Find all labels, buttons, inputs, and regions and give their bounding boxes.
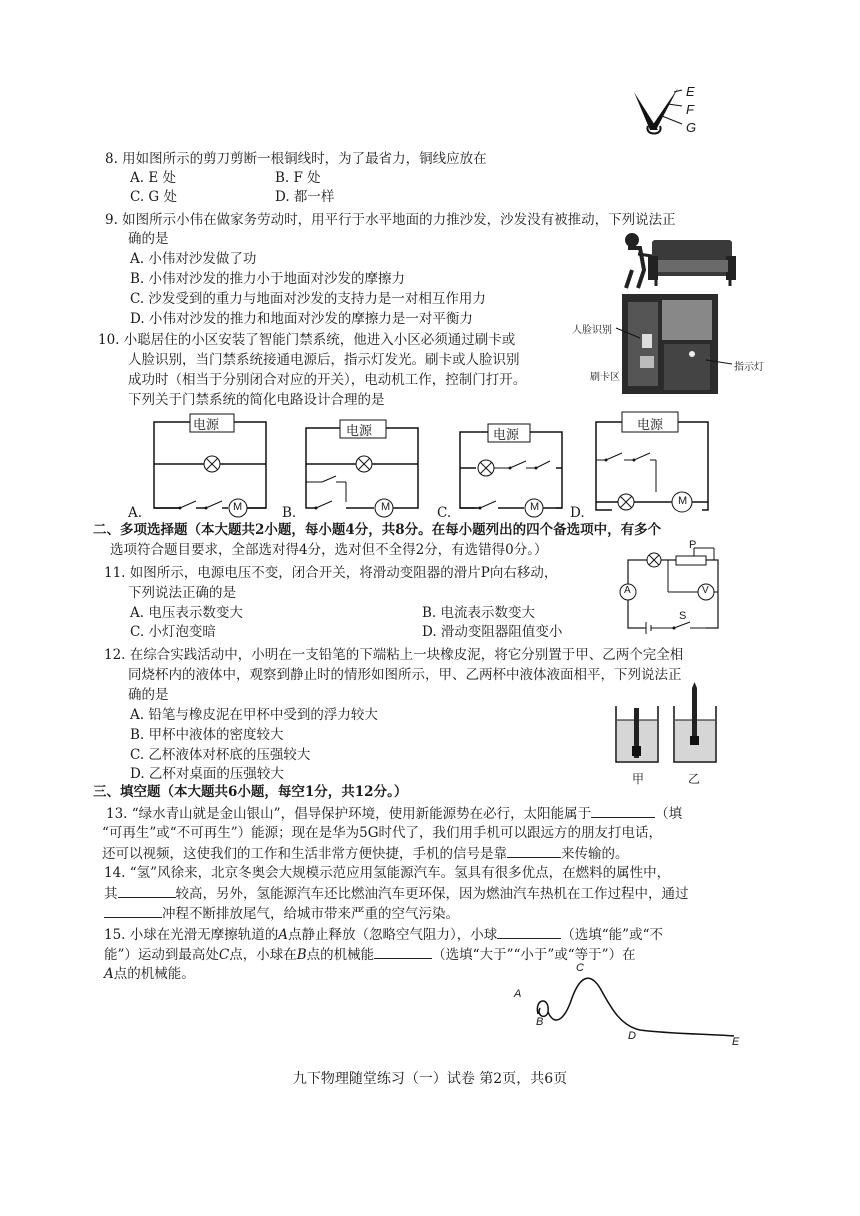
q15-line-1: [104, 925, 663, 944]
beaker-label-yi: 乙: [688, 772, 701, 786]
q15-text-8: 点的机械能。: [113, 966, 195, 982]
circuit-d-motor-label: M: [678, 495, 688, 507]
q12-line-3: 确的是: [128, 687, 169, 703]
indicator-light-label: 指示灯: [734, 362, 764, 373]
beaker-label-jia: 甲: [632, 772, 645, 786]
q13-line-2: “可再生”或“不可再生”）能源；现在是华为5G时代了，我们用手机可以跟远方的朋友打电话，: [102, 825, 662, 841]
q13-blank-1[interactable]: [591, 804, 655, 818]
q15-line-2: [104, 945, 636, 964]
q13-line-1: [106, 804, 682, 823]
face-label-pointer: [616, 328, 642, 340]
q9-option-b: B. 小伟对沙发的推力小于地面对沙发的摩擦力: [130, 271, 406, 287]
section-2-heading-2: 选项符合题目要求，全部选对得4分，选对但不全得2分，有选错得0分。）: [110, 542, 548, 558]
q11-label-switch: S: [679, 610, 687, 622]
scissors-figure: [630, 80, 690, 140]
circuit-d-power-label: 电源: [637, 417, 664, 432]
q15-text-3: （选填“能”或“不: [561, 927, 663, 943]
q13-line-1-tail: （填: [655, 806, 683, 822]
q8-option-a: A. E 处: [130, 170, 176, 186]
q10-line-1: 10. 小聪居住的小区安装了智能门禁系统，他进入小区必须通过刷卡或: [98, 332, 516, 348]
beakers-figure: [612, 686, 722, 766]
q14-line-3: [104, 904, 459, 923]
q15-text-6: 点的机械能: [306, 947, 375, 963]
face-recognition-label: 人脸识别: [572, 325, 612, 336]
q11-stem-1: 11. 如图所示，电源电压不变，闭合开关，将滑动变阻器的滑片P向右移动，: [104, 565, 558, 581]
q12-option-c: C. 乙杯液体对杯底的压强较大: [130, 747, 311, 763]
q11-stem-2: 下列说法正确的是: [128, 585, 236, 601]
track-label-a: A: [514, 988, 522, 1000]
q15-text-5: 点，小球在: [229, 947, 297, 963]
circuit-option-c: C.: [437, 505, 452, 521]
q14-line-2-text: 其: [104, 886, 118, 902]
q8-stem: 8. 用如图所示的剪刀剪断一根铜线时，为了最省力，铜线应放在: [105, 151, 487, 167]
scissors-label-e: E: [686, 84, 695, 99]
q13-line-3: [102, 844, 629, 863]
circuit-b-motor-label: M: [381, 501, 391, 513]
circuit-option-a: A.: [128, 505, 143, 521]
circuit-a-power-label: 电源: [193, 417, 220, 432]
q11-option-a: A. 电压表示数变大: [130, 605, 243, 621]
q15-line-3: [104, 965, 195, 983]
q8-option-d: D. 都一样: [275, 189, 335, 205]
q8-option-c: C. G 处: [130, 189, 178, 205]
q14-line-2-tail: 较高，另外，氢能源汽车还比燃油汽车更环保，因为燃油汽车热机在工作过程中，通过: [175, 886, 689, 902]
q14-line-2: [104, 884, 689, 903]
scissors-label-g: G: [686, 120, 697, 135]
q14-line-3-text: 冲程不断排放尾气，给城市带来严重的空气污染。: [162, 906, 459, 922]
q12-line-1: 12. 在综合实践活动中，小明在一支铅笔的下端粘上一块橡皮泥，将它分别置于甲、乙两个完全相: [104, 647, 684, 663]
circuit-b-power-label: 电源: [346, 423, 373, 438]
q11-option-d: D. 滑动变阻器阻值变小: [422, 624, 563, 640]
circuit-option-d: D.: [570, 505, 585, 521]
q15-text-7: （选填“大于”“小于”或“等于”）在: [432, 947, 636, 963]
q11-label-ammeter: A: [624, 585, 631, 596]
circuit-c-power-label: 电源: [493, 427, 520, 442]
card-area-label: 刷卡区: [590, 372, 620, 383]
q13-line-3-text: 还可以视频，这使我们的工作和生活非常方便快捷，手机的信号是靠: [102, 846, 507, 862]
q15-blank-2[interactable]: [374, 945, 432, 959]
indicator-label-pointer: [706, 356, 734, 366]
track-label-e: E: [732, 1036, 740, 1048]
q15-point-c: C: [218, 947, 230, 963]
q13-line-3-tail: 来传输的。: [561, 846, 629, 862]
q13-line-1-text: 13. “绿水青山就是金山银山”，倡导保护环境，使用新能源势在必行，太阳能属于: [106, 806, 592, 822]
q15-point-b: B: [296, 947, 307, 963]
track-label-d: D: [628, 1030, 636, 1042]
circuit-c-motor-label: M: [530, 501, 540, 513]
q11-label-voltmeter: V: [702, 585, 709, 596]
track-label-c: C: [576, 962, 584, 974]
q9-option-a: A. 小伟对沙发做了功: [130, 251, 257, 267]
circuit-option-b: B.: [282, 505, 297, 521]
q13-blank-2[interactable]: [507, 844, 561, 858]
q15-blank-1[interactable]: [497, 925, 561, 939]
q15-text-2: 点静止释放（忽略空气阻力），小球: [288, 927, 498, 943]
circuit-a-motor-label: M: [233, 501, 243, 513]
sofa-pushing-illustration: [618, 230, 738, 290]
q9-option-c: C. 沙发受到的重力与地面对沙发的支持力是一对相互作用力: [130, 291, 486, 307]
q15-text-4: 能”）运动到最高处: [104, 947, 219, 963]
q14-blank-2[interactable]: [104, 904, 162, 918]
q11-label-p: P: [689, 539, 697, 551]
q11-circuit-diagram: [618, 546, 728, 636]
q9-option-d: D. 小伟对沙发的推力和地面对沙发的摩擦力是一对平衡力: [130, 311, 473, 327]
q11-option-b: B. 电流表示数变大: [422, 605, 536, 621]
track-label-b: B: [536, 1016, 544, 1028]
q12-option-b: B. 甲杯中液体的密度较大: [130, 727, 284, 743]
page-footer: 九下物理随堂练习（一）试卷 第2页，共6页: [292, 1071, 568, 1087]
q15-point-a: A: [278, 927, 289, 943]
section-2-heading: 二、多项选择题（本大题共2小题，每小题4分，共8分。在每小题列出的四个备选项中，有多个: [93, 522, 662, 538]
q12-option-a: A. 铅笔与橡皮泥在甲杯中受到的浮力较大: [130, 707, 378, 723]
q14-line-1: 14. “氢”风徐来，北京冬奥会大规模示范应用氢能源汽车。氢具有很多优点，在燃料的属性中，: [104, 865, 671, 881]
q12-line-2: 同烧杯内的液体中，观察到静止时的情形如图所示，甲、乙两杯中液体液面相平，下列说法正: [128, 667, 682, 683]
q10-line-2: 人脸识别，当门禁系统接通电源后，指示灯发光。刷卡或人脸识别: [128, 352, 520, 368]
scissors-label-f: F: [686, 102, 694, 117]
q15-text-1: 15. 小球在光滑无摩擦轨道的: [104, 927, 279, 943]
q8-option-b: B. F 处: [275, 170, 321, 186]
q10-line-4: 下列关于门禁系统的简化电路设计合理的是: [128, 392, 385, 408]
q9-stem-1: 9. 如图所示小伟在做家务劳动时，用平行于水平地面的力推沙发，沙发没有被推动，下列说法正: [105, 212, 676, 228]
section-3-heading: 三、填空题（本大题共6小题，每空1分，共12分。）: [93, 784, 408, 800]
q11-option-c: C. 小灯泡变暗: [130, 624, 216, 640]
q12-option-d: D. 乙杯对桌面的压强较大: [130, 766, 284, 782]
q10-line-3: 成功时（相当于分别闭合对应的开关），电动机工作，控制门打开。: [128, 372, 527, 388]
q15-point-a-2: A: [104, 966, 114, 982]
q9-stem-2: 确的是: [128, 231, 169, 247]
door-access-photo: [622, 294, 718, 394]
q14-blank-1[interactable]: [118, 884, 176, 898]
